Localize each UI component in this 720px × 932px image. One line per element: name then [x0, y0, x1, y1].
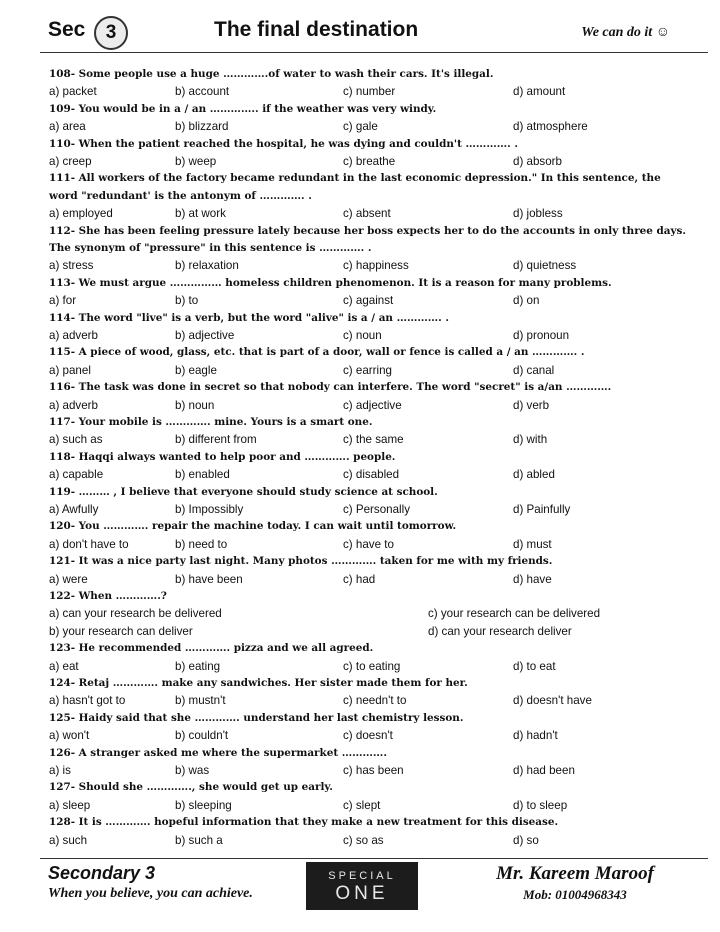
- question-stem: 128- It is …………. hopeful information that they make a new treatment for this disease.: [49, 816, 559, 829]
- answer-options-row: [49, 83, 689, 100]
- answer-option[interactable]: d) atmosphere: [513, 120, 588, 134]
- answer-options-row: [49, 431, 689, 448]
- answer-option[interactable]: a) don't have to: [49, 537, 129, 551]
- answer-option[interactable]: a) eat: [49, 659, 79, 673]
- answer-option[interactable]: a) creep: [49, 155, 92, 168]
- answer-option[interactable]: b) such a: [175, 833, 223, 847]
- question-stem: 127- Should she …………., she would get up early.: [49, 781, 333, 794]
- section-label: Sec: [48, 18, 86, 41]
- answer-options-row: [49, 292, 689, 309]
- page-header: [48, 14, 684, 54]
- answer-options-row: [49, 727, 689, 744]
- answer-option[interactable]: a) sleep: [49, 798, 91, 812]
- answer-option[interactable]: c) gale: [343, 120, 378, 134]
- answer-option[interactable]: c) the same: [343, 433, 404, 447]
- answer-options-row: [49, 571, 689, 588]
- answer-option[interactable]: a) can your research be delivered: [49, 607, 222, 621]
- page-title: The final destination: [214, 18, 419, 41]
- answer-option[interactable]: b) weep: [175, 155, 217, 168]
- answer-option[interactable]: c) have to: [343, 537, 394, 551]
- answer-options-row: [49, 762, 689, 779]
- answer-option[interactable]: b) have been: [175, 572, 243, 586]
- question-item: [49, 449, 689, 484]
- answer-option[interactable]: b) blizzard: [175, 120, 229, 134]
- answer-option[interactable]: a) is: [49, 763, 71, 777]
- answer-option[interactable]: d) with: [513, 433, 548, 447]
- answer-option[interactable]: a) employed: [49, 207, 113, 221]
- answer-options-row: [49, 327, 689, 344]
- question-stem: 111- All workers of the factory became redundant in the last economic depression." In this sentence, the word "redundant' is the antonym of …………. .: [49, 172, 661, 202]
- answer-option[interactable]: b) relaxation: [175, 259, 239, 273]
- answer-option[interactable]: a) won't: [49, 729, 90, 743]
- question-item: [49, 170, 689, 222]
- answer-option[interactable]: c) your research can be delivered: [428, 607, 601, 621]
- question-stem: 115- A piece of wood, glass, etc. that is part of a door, wall or fence is called a / an …………. .: [49, 346, 585, 359]
- question-item: [49, 675, 689, 710]
- answer-option[interactable]: c) breathe: [343, 155, 396, 168]
- answer-option[interactable]: b) couldn't: [175, 729, 229, 743]
- footer-slogan: When you believe, you can achieve.: [48, 886, 253, 901]
- footer-grade: Secondary 3: [48, 863, 156, 883]
- answer-options-row: [49, 257, 689, 274]
- answer-option[interactable]: d) Painfully: [513, 502, 571, 516]
- header-motto: We can do it ☺: [581, 25, 670, 40]
- question-item: [49, 379, 689, 414]
- answer-options-row: [49, 658, 689, 675]
- answer-option[interactable]: c) noun: [343, 329, 382, 342]
- answer-option[interactable]: b) enabled: [175, 468, 230, 482]
- question-stem: 125- Haidy said that she …………. understand her last chemistry lesson.: [49, 711, 464, 724]
- answer-option[interactable]: b) mustn't: [175, 694, 226, 708]
- question-stem: 116- The task was done in secret so that nobody can interfere. The word "secret" is a/an ………….: [49, 381, 612, 394]
- answer-options-row: [49, 501, 689, 518]
- answer-option[interactable]: d) can your research deliver: [428, 624, 572, 638]
- answer-options-row: [49, 205, 689, 222]
- answer-option[interactable]: b) was: [175, 763, 210, 777]
- question-item: [49, 553, 689, 588]
- question-stem: 109- You would be in a / an ………….. if the weather was very windy.: [49, 102, 437, 115]
- question-item: [49, 136, 689, 171]
- question-item: [49, 640, 689, 675]
- answer-option[interactable]: a) Awfully: [49, 502, 99, 516]
- answer-option[interactable]: a) capable: [49, 468, 104, 482]
- header-divider: [40, 52, 708, 53]
- question-stem: 120- You …………. repair the machine today. I can wait until tomorrow.: [49, 520, 457, 533]
- answer-option[interactable]: b) sleeping: [175, 798, 232, 812]
- question-stem: 118- Haqqi always wanted to help poor and …………. people.: [49, 450, 396, 463]
- answer-option[interactable]: b) different from: [175, 433, 257, 447]
- answer-option[interactable]: c) slept: [343, 798, 381, 812]
- answer-options-row: [49, 797, 689, 814]
- answer-options-row: [49, 362, 689, 379]
- answer-option[interactable]: c) doesn't: [343, 729, 393, 743]
- answer-option[interactable]: c) disabled: [343, 468, 400, 482]
- answer-options-row: [49, 397, 689, 414]
- answer-option[interactable]: d) verb: [513, 398, 550, 412]
- answer-option[interactable]: d) to sleep: [513, 798, 568, 812]
- answer-option[interactable]: a) for: [49, 294, 77, 308]
- question-item: [49, 66, 689, 101]
- answer-option[interactable]: a) were: [49, 572, 88, 586]
- answer-option[interactable]: c) to eating: [343, 659, 401, 673]
- question-stem: 114- The word "live" is a verb, but the word "alive" is a / an …………. .: [49, 311, 450, 324]
- answer-option[interactable]: c) number: [343, 85, 396, 99]
- answer-options-row: [49, 466, 689, 483]
- question-item: [49, 344, 689, 379]
- answer-option[interactable]: a) stress: [49, 259, 94, 273]
- answer-option[interactable]: b) need to: [175, 537, 228, 551]
- answer-option[interactable]: b) to: [175, 294, 199, 308]
- question-stem: 123- He recommended …………. pizza and we all agreed.: [49, 642, 374, 655]
- answer-options-row: [49, 692, 689, 709]
- question-stem: 121- It was a nice party last night. Many photos …………. taken for me with my friends.: [49, 555, 553, 568]
- answer-option[interactable]: c) absent: [343, 207, 391, 221]
- answer-option[interactable]: b) account: [175, 85, 230, 99]
- question-item: [49, 310, 689, 345]
- question-item: [49, 588, 689, 640]
- question-item: [49, 518, 689, 553]
- question-stem: 108- Some people use a huge ………….of water to wash their cars. It's illegal.: [49, 68, 494, 80]
- answer-option[interactable]: d) absorb: [513, 155, 562, 168]
- question-stem: 110- When the patient reached the hospital, he was dying and couldn't …………. .: [49, 137, 518, 150]
- answer-option[interactable]: d) hadn't: [513, 729, 558, 743]
- answer-option[interactable]: b) Impossibly: [175, 502, 244, 516]
- teacher-name: Mr. Kareem Maroof: [496, 863, 654, 884]
- section-number-badge: 3: [94, 16, 128, 50]
- footer-left: [48, 862, 253, 904]
- answer-options-row: [49, 118, 689, 135]
- answer-option[interactable]: d) jobless: [513, 207, 563, 221]
- answer-option[interactable]: c) earring: [343, 363, 392, 377]
- answer-options-row: [49, 623, 689, 640]
- answer-option[interactable]: d) had been: [513, 763, 575, 777]
- answer-option[interactable]: a) adverb: [49, 398, 98, 412]
- answer-option[interactable]: a) such: [49, 833, 88, 847]
- answer-option[interactable]: a) area: [49, 120, 86, 134]
- question-list: [49, 66, 689, 849]
- answer-option[interactable]: d) abled: [513, 468, 555, 482]
- question-item: [49, 275, 689, 310]
- question-stem: 113- We must argue …………… homeless children phenomenon. It is a reason for many problems.: [49, 276, 612, 289]
- question-item: [49, 223, 689, 275]
- question-stem: 124- Retaj …………. make any sandwiches. Her sister made them for her.: [49, 676, 468, 689]
- answer-option[interactable]: d) on: [513, 294, 540, 308]
- answer-option[interactable]: b) your research can deliver: [49, 624, 193, 638]
- answer-option[interactable]: d) have: [513, 572, 552, 586]
- answer-option[interactable]: b) eating: [175, 659, 221, 673]
- question-item: [49, 484, 689, 519]
- footer-right: [470, 862, 680, 905]
- question-item: [49, 814, 689, 849]
- answer-option[interactable]: a) panel: [49, 363, 91, 377]
- answer-option[interactable]: d) quietness: [513, 259, 577, 273]
- answer-option[interactable]: c) Personally: [343, 502, 411, 516]
- answer-option[interactable]: b) at work: [175, 207, 226, 221]
- answer-options-row: [49, 605, 689, 622]
- answer-option[interactable]: b) eagle: [175, 363, 217, 377]
- answer-option[interactable]: c) needn't to: [343, 694, 407, 708]
- answer-option[interactable]: d) so: [513, 833, 539, 847]
- answer-option[interactable]: d) doesn't have: [513, 694, 592, 708]
- question-item: [49, 101, 689, 136]
- answer-option[interactable]: d) to eat: [513, 659, 556, 673]
- question-stem: 122- When ………….?: [49, 589, 167, 602]
- answer-option[interactable]: d) amount: [513, 85, 566, 99]
- teacher-mobile: Mob: 01004968343: [523, 887, 627, 902]
- answer-option[interactable]: c) against: [343, 294, 394, 308]
- question-stem: 126- A stranger asked me where the supermarket ………….: [49, 746, 387, 759]
- special-one-logo: [306, 862, 418, 910]
- answer-option[interactable]: a) adverb: [49, 329, 98, 342]
- question-item: [49, 745, 689, 780]
- answer-option[interactable]: c) had: [343, 572, 376, 586]
- question-stem: 112- She has been feeling pressure lately because her boss expects her to do the accounts in only three days. The synonym of "pressure" in this sentence is …………. .: [49, 224, 687, 254]
- answer-option[interactable]: c) happiness: [343, 259, 409, 273]
- question-stem: 117- Your mobile is …………. mine. Yours is a smart one.: [49, 415, 373, 428]
- answer-option[interactable]: a) hasn't got to: [49, 694, 126, 708]
- question-item: [49, 710, 689, 745]
- question-item: [49, 779, 689, 814]
- answer-option[interactable]: b) adjective: [175, 329, 235, 342]
- answer-option[interactable]: c) adjective: [343, 398, 402, 412]
- answer-options-row: [49, 832, 689, 849]
- answer-option[interactable]: a) such as: [49, 433, 103, 447]
- question-stem: 119- ……… , I believe that everyone should study science at school.: [49, 485, 438, 498]
- logo-text-bottom: ONE: [335, 883, 389, 904]
- answer-option[interactable]: d) pronoun: [513, 329, 570, 342]
- answer-option[interactable]: a) packet: [49, 85, 97, 99]
- answer-option[interactable]: d) canal: [513, 363, 555, 377]
- answer-options-row: [49, 153, 689, 170]
- footer-divider: [40, 858, 708, 859]
- answer-option[interactable]: c) so as: [343, 833, 384, 847]
- logo-text-top: SPECIAL: [328, 870, 396, 882]
- answer-option[interactable]: c) has been: [343, 763, 404, 777]
- question-item: [49, 414, 689, 449]
- answer-options-row: [49, 536, 689, 553]
- answer-option[interactable]: b) noun: [175, 398, 215, 412]
- answer-option[interactable]: d) must: [513, 537, 552, 551]
